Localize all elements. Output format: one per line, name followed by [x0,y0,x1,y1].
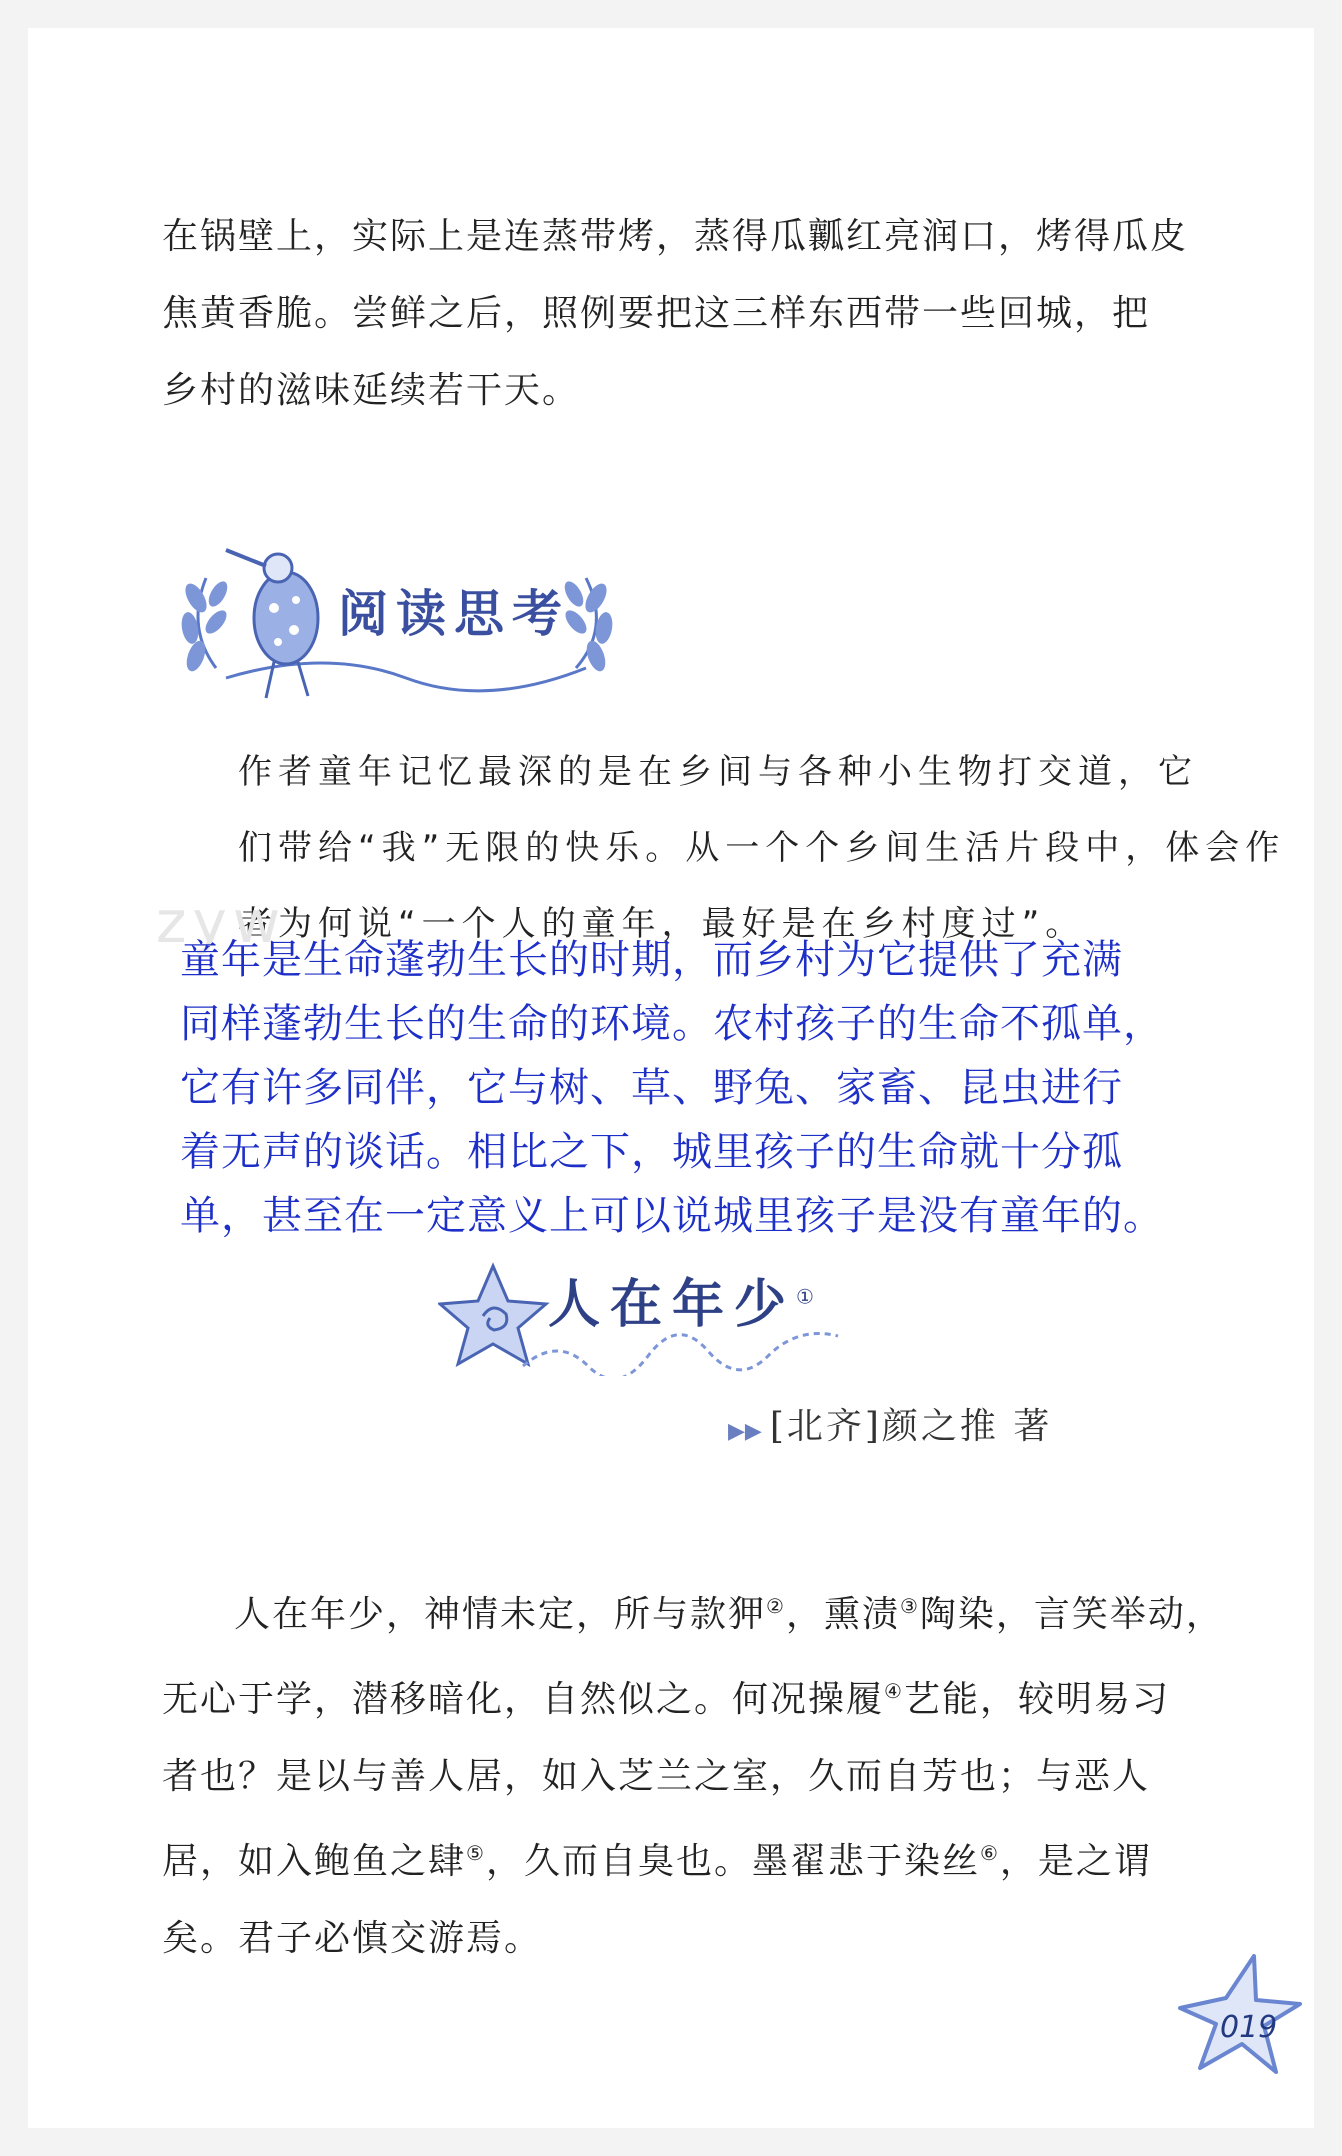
footnote-mark: ② [766,1594,786,1618]
article-line [162,1653,1222,1738]
text-segment: 人在年少，神情未定，所与款狎 [234,1594,767,1635]
reading-thinking-header [166,538,636,708]
paragraph-line: 在锅壁上，实际上是连蒸带烤，蒸得瓜瓤红亮润口，烤得瓜皮 [162,216,1189,257]
text-segment: 陶染，言笑举动， [919,1594,1224,1635]
text-segment: 者也？是以与善人居，如入芝兰之室，久而自芳也；与恶人 [162,1756,1151,1797]
footnote-mark: ③ [899,1594,920,1618]
article-body [162,1568,1222,1977]
paragraph-line: 乡村的滋味延续若干天。 [162,370,581,411]
title-footnote-mark: ① [796,1284,824,1309]
question-line: 们带给“我”无限的快乐。从一个个乡间生活片段中，体会作 [238,828,1286,868]
watermark: zyw [156,888,287,956]
double-arrow-icon: ▶▶ [728,1419,762,1444]
article-line [162,1815,1222,1900]
footnote-mark: ⑤ [466,1841,486,1865]
text-segment: 居，如入鲍鱼之肆 [162,1841,467,1882]
answer-line: 单，甚至在一定意义上可以说城里孩子是没有童年的。 [180,1193,1164,1239]
footnote-mark: ⑥ [979,1841,1000,1865]
answer-line: 童年是生命蓬勃生长的时期，而乡村为它提供了充满 [180,937,1123,983]
article-line [162,1738,1222,1815]
text-segment: 矣。君子必慎交游焉。 [162,1918,543,1959]
text-segment: ，熏渍 [785,1594,900,1635]
footnote-mark: ④ [884,1679,904,1703]
answer-line: 着无声的谈话。相比之下，城里孩子的生命就十分孤 [180,1129,1123,1175]
page [28,28,1314,2128]
article-title-block [438,1256,858,1376]
top-paragraph [162,198,1222,429]
page-number: 019 [1220,2010,1278,2045]
paragraph-line: 焦黄香脆。尝鲜之后，照例要把这三样东西带一些回城，把 [162,293,1151,334]
answer-line: 同样蓬勃生长的生命的环境。农村孩子的生命不孤单， [180,1001,1164,1047]
article-line [162,1568,1222,1653]
author-name: [北齐]颜之推 著 [769,1406,1053,1447]
question-line: 作者童年记忆最深的是在乡间与各种小生物打交道，它 [238,752,1198,792]
section-title: 阅读思考 [338,585,570,643]
text-segment: 艺能，较明易习 [903,1679,1170,1720]
article-line [162,1900,1222,1977]
author-line [728,1398,1052,1449]
question-line: 者为何说“一个人的童年，最好是在乡村度过”。 [238,904,1086,944]
text-segment: ，是之谓 [999,1841,1152,1882]
article-title [548,1262,824,1337]
text-segment: 无心于学，潜移暗化，自然似之。何况操履 [162,1679,885,1720]
text-segment: ，久而自臭也。墨翟悲于染丝 [485,1841,980,1882]
handwritten-answer [180,928,1164,1248]
answer-line: 它有许多同伴，它与树、草、野兔、家畜、昆虫进行 [180,1065,1123,1111]
article-title-text: 人在年少 [548,1275,797,1335]
